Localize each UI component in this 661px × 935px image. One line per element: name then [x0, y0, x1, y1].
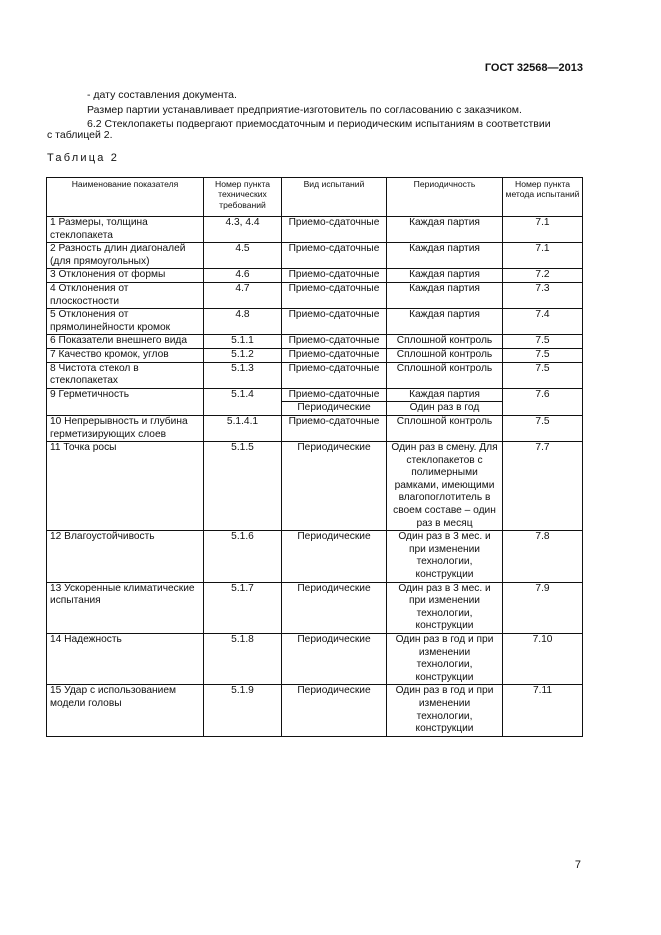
intro-line-2: Размер партии устанавливает предприятие-изготовитель по согласованию с заказчиком. — [87, 104, 522, 116]
cell-kind: Периодические — [282, 634, 387, 685]
cell-req: 5.1.2 — [204, 348, 282, 362]
col-header-name: Наименование показателя — [47, 178, 204, 217]
cell-name: 6 Показатели внешнего вида — [47, 335, 204, 349]
cell-period: Каждая партия — [387, 217, 503, 243]
cell-period: Каждая партия — [387, 388, 503, 402]
cell-req: 5.1.5 — [204, 442, 282, 531]
cell-name: 14 Надежность — [47, 634, 204, 685]
cell-kind: Приемо-сдаточные — [282, 362, 387, 388]
cell-method: 7.10 — [503, 634, 583, 685]
table-row — [47, 348, 583, 362]
cell-kind: Приемо-сдаточные — [282, 388, 387, 402]
cell-method: 7.1 — [503, 243, 583, 269]
cell-req: 5.1.6 — [204, 531, 282, 582]
intro-line-3a: 6.2 Стеклопакеты подвергают приемосдаточным и периодическим испытаниям в соответствии — [87, 118, 551, 130]
cell-method: 7.1 — [503, 217, 583, 243]
table-row — [47, 582, 583, 633]
cell-name: 9 Герметичность — [47, 388, 204, 415]
cell-name: 13 Ускоренные климатические испытания — [47, 582, 204, 633]
cell-method: 7.5 — [503, 415, 583, 441]
table-row — [47, 243, 583, 269]
cell-kind: Приемо-сдаточные — [282, 335, 387, 349]
cell-period: Каждая партия — [387, 282, 503, 308]
page-number: 7 — [574, 859, 581, 871]
cell-req: 5.1.7 — [204, 582, 282, 633]
cell-name: 4 Отклонения от плоскостности — [47, 282, 204, 308]
table-row — [47, 282, 583, 308]
cell-period: Сплошной контроль — [387, 348, 503, 362]
cell-method: 7.2 — [503, 269, 583, 283]
col-header-period: Периодичность — [387, 178, 503, 217]
cell-name: 3 Отклонения от формы — [47, 269, 204, 283]
cell-period: Один раз в год — [387, 402, 503, 416]
cell-method: 7.7 — [503, 442, 583, 531]
col-header-method: Номер пункта метода испытаний — [503, 178, 583, 217]
cell-req: 5.1.3 — [204, 362, 282, 388]
table-row — [47, 269, 583, 283]
cell-kind: Периодические — [282, 442, 387, 531]
cell-req: 5.1.8 — [204, 634, 282, 685]
cell-req: 4.5 — [204, 243, 282, 269]
cell-name: 15 Удар с использованием модели головы — [47, 685, 204, 736]
cell-period: Один раз в смену. Для стеклопакетов с полимерными рамками, имеющими влагопоглотитель в своем составе – один раз в месяц — [387, 442, 503, 531]
cell-method: 7.5 — [503, 335, 583, 349]
cell-period: Сплошной контроль — [387, 335, 503, 349]
intro-line-1: - дату составления документа. — [87, 89, 237, 101]
cell-kind: Периодические — [282, 531, 387, 582]
cell-period: Каждая партия — [387, 243, 503, 269]
cell-kind: Периодические — [282, 685, 387, 736]
cell-req: 5.1.4 — [204, 388, 282, 415]
cell-req: 5.1.4.1 — [204, 415, 282, 441]
cell-kind: Приемо-сдаточные — [282, 269, 387, 283]
tests-table — [46, 177, 583, 737]
cell-kind: Приемо-сдаточные — [282, 415, 387, 441]
cell-method: 7.9 — [503, 582, 583, 633]
table-row — [47, 415, 583, 441]
table-header-row — [47, 178, 583, 217]
cell-period: Один раз в 3 мес. и при изменении технологии, конструкции — [387, 531, 503, 582]
cell-method: 7.5 — [503, 348, 583, 362]
cell-kind: Приемо-сдаточные — [282, 348, 387, 362]
cell-method: 7.11 — [503, 685, 583, 736]
cell-name: 2 Разность длин диагоналей (для прямоугольных) — [47, 243, 204, 269]
cell-req: 4.3, 4.4 — [204, 217, 282, 243]
cell-period: Один раз в 3 мес. и при изменении технологии, конструкции — [387, 582, 503, 633]
cell-req: 4.7 — [204, 282, 282, 308]
cell-period: Один раз в год и при изменении технологии, конструкции — [387, 634, 503, 685]
table-row — [47, 217, 583, 243]
cell-period: Каждая партия — [387, 309, 503, 335]
col-header-kind: Вид испытаний — [282, 178, 387, 217]
cell-kind: Приемо-сдаточные — [282, 217, 387, 243]
cell-kind: Периодические — [282, 582, 387, 633]
cell-kind: Приемо-сдаточные — [282, 282, 387, 308]
col-header-req: Номер пункта технических требований — [204, 178, 282, 217]
cell-name: 11 Точка росы — [47, 442, 204, 531]
standard-number: ГОСТ 32568—2013 — [484, 62, 583, 74]
cell-req: 4.8 — [204, 309, 282, 335]
cell-kind: Приемо-сдаточные — [282, 243, 387, 269]
cell-method: 7.4 — [503, 309, 583, 335]
cell-kind: Периодические — [282, 402, 387, 416]
table-row — [47, 634, 583, 685]
intro-line-3b: с таблицей 2. — [47, 129, 113, 141]
table-caption: Таблица 2 — [47, 152, 120, 164]
cell-req: 5.1.1 — [204, 335, 282, 349]
cell-req: 5.1.9 — [204, 685, 282, 736]
cell-req: 4.6 — [204, 269, 282, 283]
table-row — [47, 442, 583, 531]
table-row — [47, 388, 583, 402]
table-row — [47, 531, 583, 582]
cell-method: 7.6 — [503, 388, 583, 415]
cell-period: Каждая партия — [387, 269, 503, 283]
cell-name: 8 Чистота стекол в стеклопакетах — [47, 362, 204, 388]
cell-name: 7 Качество кромок, углов — [47, 348, 204, 362]
cell-name: 5 Отклонения от прямолинейности кромок — [47, 309, 204, 335]
cell-period: Сплошной контроль — [387, 362, 503, 388]
cell-method: 7.8 — [503, 531, 583, 582]
table-row — [47, 362, 583, 388]
table-row — [47, 685, 583, 736]
cell-method: 7.5 — [503, 362, 583, 388]
cell-name: 10 Непрерывность и глубина герметизирующих слоев — [47, 415, 204, 441]
cell-period: Один раз в год и при изменении технологии, конструкции — [387, 685, 503, 736]
cell-kind: Приемо-сдаточные — [282, 309, 387, 335]
cell-method: 7.3 — [503, 282, 583, 308]
cell-name: 12 Влагоустойчивость — [47, 531, 204, 582]
cell-period: Сплошной контроль — [387, 415, 503, 441]
cell-name: 1 Размеры, толщина стеклопакета — [47, 217, 204, 243]
table-row — [47, 309, 583, 335]
table-row — [47, 335, 583, 349]
